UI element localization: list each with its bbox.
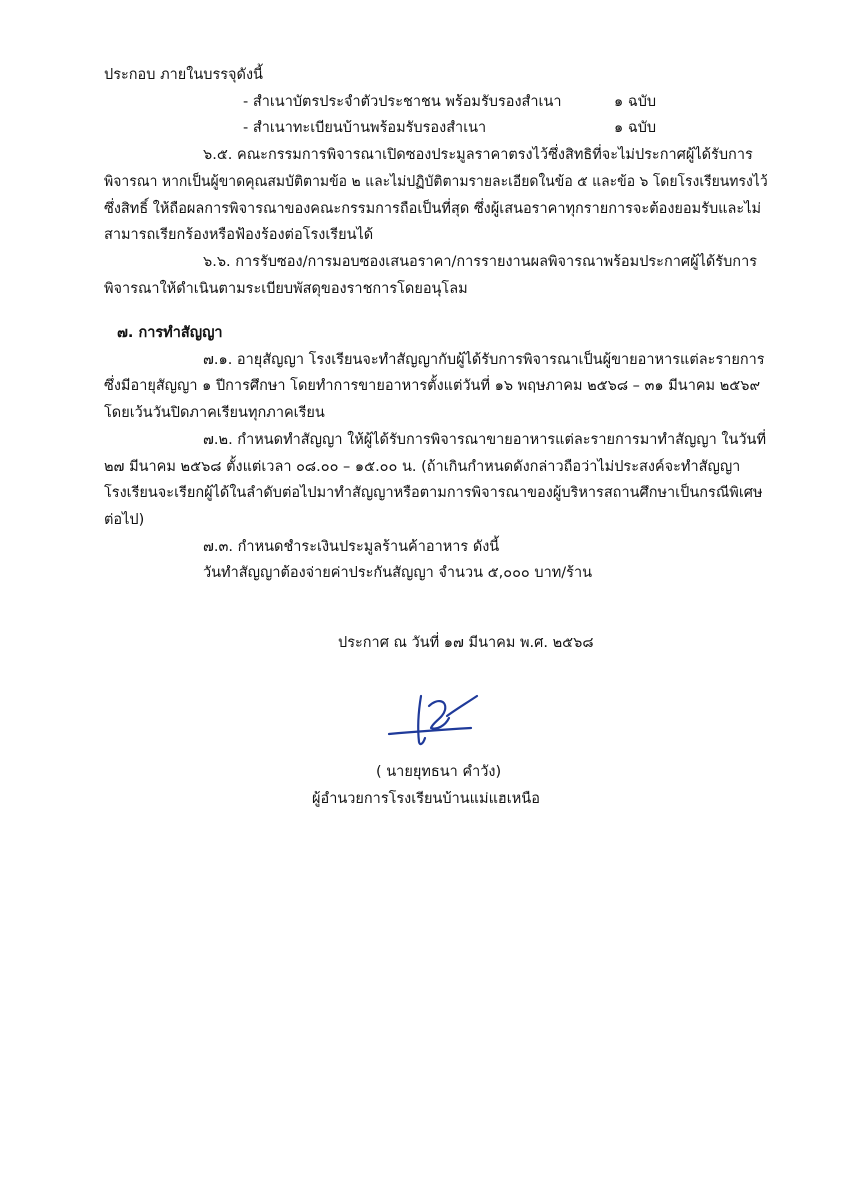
- section-7-2-line2: ๒๗ มีนาคม ๒๕๖๘ ตั้งแต่เวลา ๐๘.๐๐ – ๑๕.๐๐ น. (ถ้าเกินกำหนดดังกล่าวถือว่าไม่ประสงค์จะทำสัญญา: [104, 459, 741, 475]
- section-7-2-line3: โรงเรียนจะเรียกผู้ได้ในลำดับต่อไปมาทำสัญญาหรือตามการพิจารณาของผู้บริหารสถานศึกษาเป็นกรณีพิเศษ: [104, 485, 763, 501]
- consist-item-house-reg: - สำเนาทะเบียนบ้านพร้อมรับรองสำเนา: [243, 120, 487, 136]
- section-6-5-line3: ซึ่งสิทธิ์ ให้ถือผลการพิจารณาของคณะกรรมการถือเป็นที่สุด ซึ่งผู้เสนอราคาทุกรายการจะต้องยอมรับและไม่: [104, 201, 762, 217]
- section-6-5-line2: พิจารณา หากเป็นผู้ขาดคุณสมบัติตามข้อ ๒ และไม่ปฏิบัติตามรายละเอียดในข้อ ๕ และข้อ ๖ โดยโรงเรียนทรงไว้: [104, 174, 768, 190]
- section-7-2-line1: ๗.๒. กำหนดทำสัญญา ให้ผู้ได้รับการพิจารณาขายอาหารแต่ละรายการมาทำสัญญา ในวันที่: [203, 432, 767, 448]
- section-6-6-line1: ๖.๖. การรับซอง/การมอบซองเสนอราคา/การรายงานผลพิจารณาพร้อมประกาศผู้ได้รับการ: [203, 254, 758, 270]
- consist-item-id-card: - สำเนาบัตรประจำตัวประชาชน พร้อมรับรองสำเนา: [243, 94, 562, 110]
- signer-title: ผู้อำนวยการโรงเรียนบ้านแม่แฮเหนือ: [312, 791, 540, 807]
- consist-item-house-reg-qty: ๑ ฉบับ: [614, 120, 657, 136]
- consist-item-id-card-qty: ๑ ฉบับ: [614, 94, 657, 110]
- section-7-2-line4: ต่อไป): [104, 512, 145, 528]
- section-7-1-line1: ๗.๑. อายุสัญญา โรงเรียนจะทำสัญญากับผู้ได้รับการพิจารณาเป็นผู้ขายอาหารแต่ละรายการ: [203, 352, 765, 368]
- announcement-date: ประกาศ ณ วันที่ ๑๗ มีนาคม พ.ศ. ๒๕๖๘: [338, 635, 594, 651]
- section-6-6-line2: พิจารณาให้ดำเนินตามระเบียบพัสดุของราชการโดยอนุโลม: [104, 281, 468, 297]
- section-7-3-line2: วันทำสัญญาต้องจ่ายค่าประกันสัญญา จำนวน ๕,๐๐๐ บาท/ร้าน: [203, 565, 593, 581]
- consist-intro: ประกอบ ภายในบรรจุดังนี้: [104, 67, 263, 83]
- section-6-5-line1: ๖.๕. คณะกรรมการพิจารณาเปิดซองประมูลราคาตรงไว้ซึ่งสิทธิที่จะไม่ประกาศผู้ได้รับการ: [203, 147, 753, 163]
- signature-image: [385, 688, 485, 750]
- signer-name: ( นายยุทธนา คำวัง): [376, 764, 502, 780]
- section-7-heading: ๗. การทำสัญญา: [117, 325, 223, 341]
- section-7-1-line2: ซึ่งมีอายุสัญญา ๑ ปีการศึกษา โดยทำการขายอาหารตั้งแต่วันที่ ๑๖ พฤษภาคม ๒๕๖๘ – ๓๑ มีนาคม ๒๕๖๙: [104, 378, 761, 394]
- section-7-1-line3: โดยเว้นวันปิดภาคเรียนทุกภาคเรียน: [104, 405, 325, 421]
- section-6-5-line4: สามารถเรียกร้องหรือฟ้องร้องต่อโรงเรียนได้: [104, 227, 374, 243]
- section-7-3-line1: ๗.๓. กำหนดชำระเงินประมูลร้านค้าอาหาร ดังนี้: [203, 539, 500, 555]
